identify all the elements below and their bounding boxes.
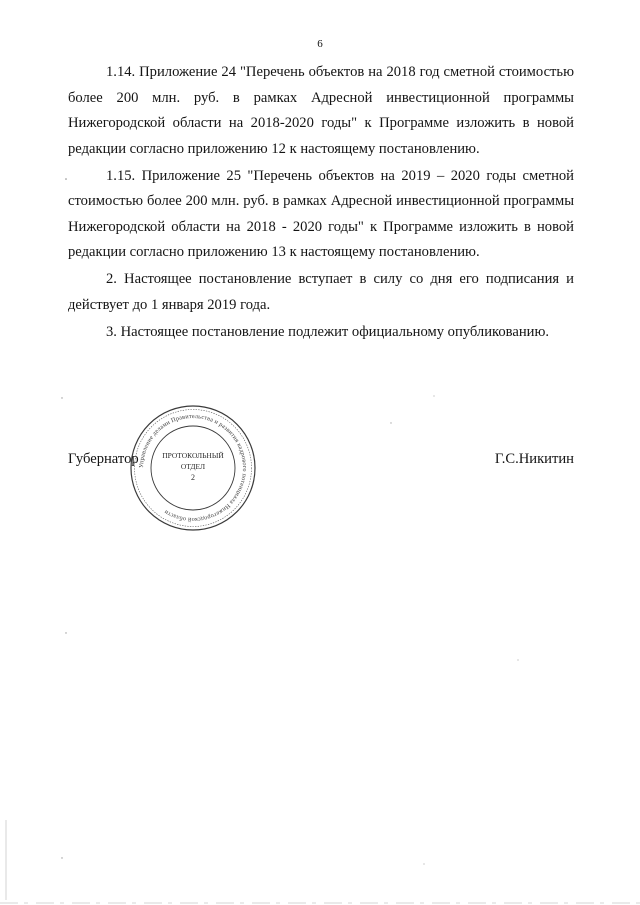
paragraph-1-15: 1.15. Приложение 25 "Перечень объектов на 2019 – 2020 годы сметной стоимостью более 200 млн. руб. в рамках Адресной инвестиционной программы Нижегородской области на 2018 - 2020 годы" к Программе изложить в новой редакции согласно приложению 13 к настоящему постановлению. — [68, 167, 574, 260]
paragraph-2: 2. Настоящее постановление вступает в силу со дня его подписания и действует до 1 января 2019 года. — [68, 271, 574, 313]
stamp-center-number: 2 — [191, 473, 195, 482]
paragraph-1-14: 1.14. Приложение 24 "Перечень объектов на 2018 год сметной стоимостью более 200 млн. руб. в рамках Адресной инвестиционной программы Нижегородской области на 2018-2020 годы" к Программе изложить в новой редакции согласно приложению 12 к настоящему постановлению. — [68, 64, 574, 157]
stamp-center-line2: ОТДЕЛ — [180, 462, 206, 471]
signatory-name: Г.С.Никитин — [494, 451, 574, 467]
official-stamp — [128, 403, 258, 533]
stamp-ring-text: Управление делами Правительства и развития кадрового потенциала Нижегородской области — [137, 412, 249, 524]
page-number: 6 — [317, 38, 323, 50]
paragraph-3: 3. Настоящее постановление подлежит официальному опубликованию. — [106, 323, 550, 340]
stamp-center-line1: ПРОТОКОЛЬНЫЙ — [162, 451, 224, 460]
signatory-position: Губернатор — [68, 451, 139, 467]
document-body — [68, 60, 574, 347]
